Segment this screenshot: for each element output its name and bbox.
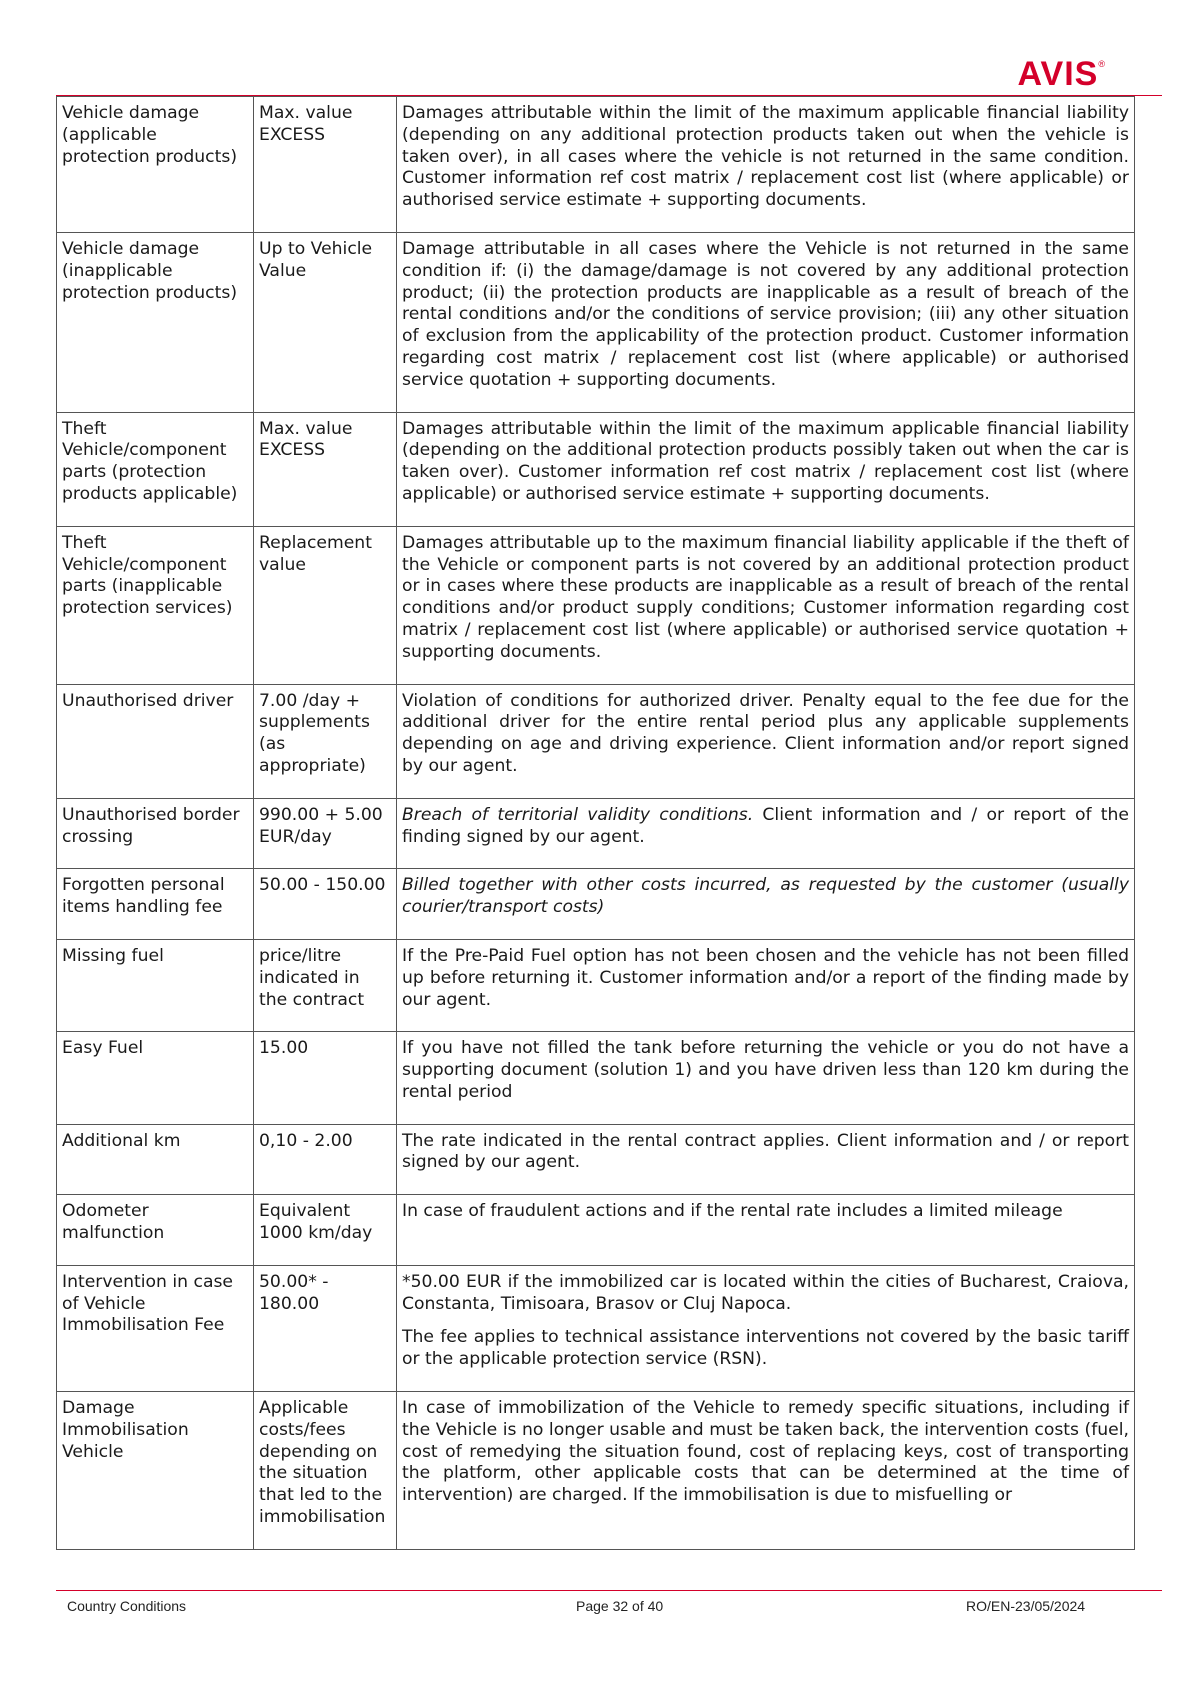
table-row [57, 1124, 1135, 1195]
row-item: Vehicle damage (inapplicable protection products) [57, 232, 254, 412]
row-amount: Max. value EXCESS [254, 97, 397, 233]
avis-logo: AVIS® [1017, 55, 1106, 93]
footer-page-number: Page 32 of 40 [576, 1598, 664, 1614]
row-description [397, 684, 1135, 798]
row-description [397, 97, 1135, 233]
row-amount: Applicable costs/fees depending on the situation that led to the immobilisation [254, 1392, 397, 1550]
table-row [57, 97, 1135, 233]
description-italic: Billed together with other costs incurred, as requested by the customer (usually courier/transport costs) [402, 875, 1129, 918]
row-amount: price/litre indicated in the contract [254, 939, 397, 1031]
row-item: Missing fuel [57, 939, 254, 1031]
table-row [57, 684, 1135, 798]
row-item: Theft Vehicle/component parts (inapplicable protection services) [57, 526, 254, 684]
description-text: *50.00 EUR if the immobilized car is located within the cities of Bucharest, Craiova, Constanta, Timisoara, Brasov or Cluj Napoca. [402, 1271, 1129, 1314]
row-amount: 0,10 - 2.00 [254, 1124, 397, 1195]
table-row [57, 526, 1135, 684]
table-row [57, 1392, 1135, 1550]
description-text: If the Pre-Paid Fuel option has not been chosen and the vehicle has not been filled up before returning it. Customer information and/or a report of the finding made by our agent. [402, 945, 1129, 1010]
row-item: Damage Immobilisation Vehicle [57, 1392, 254, 1550]
table-row [57, 1195, 1135, 1266]
description-text: Damages attributable up to the maximum financial liability applicable if the theft of the Vehicle or component parts is not covered by an additional protection product or in cases where these products are inapplicable as a result of breach of the rental conditions and/or product supply conditions; Customer information regarding cost matrix / replacement cost list (where applicable) or authorised service quotation + supporting documents. [402, 532, 1129, 662]
row-amount: Max. value EXCESS [254, 412, 397, 526]
row-item: Additional km [57, 1124, 254, 1195]
row-item: Intervention in case of Vehicle Immobilisation Fee [57, 1265, 254, 1391]
row-item: Unauthorised border crossing [57, 798, 254, 869]
row-description [397, 412, 1135, 526]
footer-divider [56, 1590, 1162, 1591]
description-text: Damage attributable in all cases where the Vehicle is not returned in the same condition if: (i) the damage/damage is not covered by any additional protection product; (ii) the protection products are inapplicable as a result of breach of the rental conditions and/or the conditions of service provision; (iii) any other situation of exclusion from the applicability of the protection product. Customer information regarding cost matrix / replacement cost list (where applicable) or authorised service quotation + supporting documents. [402, 238, 1129, 390]
conditions-table [56, 96, 1135, 1550]
row-item: Unauthorised driver [57, 684, 254, 798]
row-description [397, 1032, 1135, 1124]
row-description [397, 869, 1135, 940]
table-row [57, 869, 1135, 940]
row-description [397, 1265, 1135, 1391]
row-amount: 990.00 + 5.00 EUR/day [254, 798, 397, 869]
description-second-paragraph: The fee applies to technical assistance interventions not covered by the basic tariff or the applicable protection service (RSN). [402, 1327, 1129, 1370]
table-row [57, 1032, 1135, 1124]
row-description [397, 232, 1135, 412]
row-item: Forgotten personal items handling fee [57, 869, 254, 940]
description-text: The rate indicated in the rental contract applies. Client information and / or report signed by our agent. [402, 1130, 1129, 1173]
row-amount: 50.00* - 180.00 [254, 1265, 397, 1391]
row-item: Theft Vehicle/component parts (protection products applicable) [57, 412, 254, 526]
row-description [397, 526, 1135, 684]
description-text: Client information and / or report of the finding signed by our agent. [402, 804, 1130, 847]
row-description [397, 1124, 1135, 1195]
row-amount: Equivalent 1000 km/day [254, 1195, 397, 1266]
row-amount: 50.00 - 150.00 [254, 869, 397, 940]
row-description [397, 798, 1135, 869]
description-text: Damages attributable within the limit of the maximum applicable financial liability (depending on any additional protection products taken out when the vehicle is taken over), in all cases where the vehicle is not returned in the same condition. Customer information ref cost matrix / replacement cost list (where applicable) or authorised service estimate + supporting documents. [402, 103, 1129, 211]
row-description [397, 939, 1135, 1031]
footer-document-title: Country Conditions [67, 1598, 187, 1614]
row-description [397, 1195, 1135, 1266]
description-text: If you have not filled the tank before returning the vehicle or you do not have a supporting document (solution 1) and you have driven less than 120 km during the rental period [402, 1038, 1129, 1102]
description-italic: Breach of territorial validity conditions. [402, 804, 754, 825]
row-amount: Replacement value [254, 526, 397, 684]
row-description [397, 1392, 1135, 1550]
table-row [57, 798, 1135, 869]
table-row [57, 939, 1135, 1031]
row-item: Easy Fuel [57, 1032, 254, 1124]
row-amount: 7.00 /day + supplements (as appropriate) [254, 684, 397, 798]
description-text: Damages attributable within the limit of the maximum applicable financial liability (depending on the additional protection products possibly taken out when the car is taken over). Customer information ref cost matrix / replacement cost list (where applicable) or authorised service estimate + supporting documents. [402, 418, 1129, 504]
row-item: Odometer malfunction [57, 1195, 254, 1266]
table-row [57, 1265, 1135, 1391]
row-amount: Up to Vehicle Value [254, 232, 397, 412]
table-row [57, 232, 1135, 412]
footer-document-code: RO/EN-23/05/2024 [966, 1598, 1086, 1614]
row-item: Vehicle damage (applicable protection products) [57, 97, 254, 233]
description-text: In case of immobilization of the Vehicle to remedy specific situations, including if the Vehicle is no longer usable and must be taken back, the intervention costs (fuel, cost of remedying the situation found, cost of replacing keys, cost of transporting the platform, other applicable costs that can be determined at the time of intervention) are charged. If the immobilisation is due to misfuelling or [402, 1398, 1129, 1506]
description-text: Violation of conditions for authorized driver. Penalty equal to the fee due for the additional driver for the entire rental period plus any applicable supplements depending on age and driving experience. Client information and/or report signed by our agent. [402, 690, 1129, 776]
description-text: In case of fraudulent actions and if the rental rate includes a limited mileage [402, 1201, 1063, 1222]
table-row [57, 412, 1135, 526]
row-amount: 15.00 [254, 1032, 397, 1124]
